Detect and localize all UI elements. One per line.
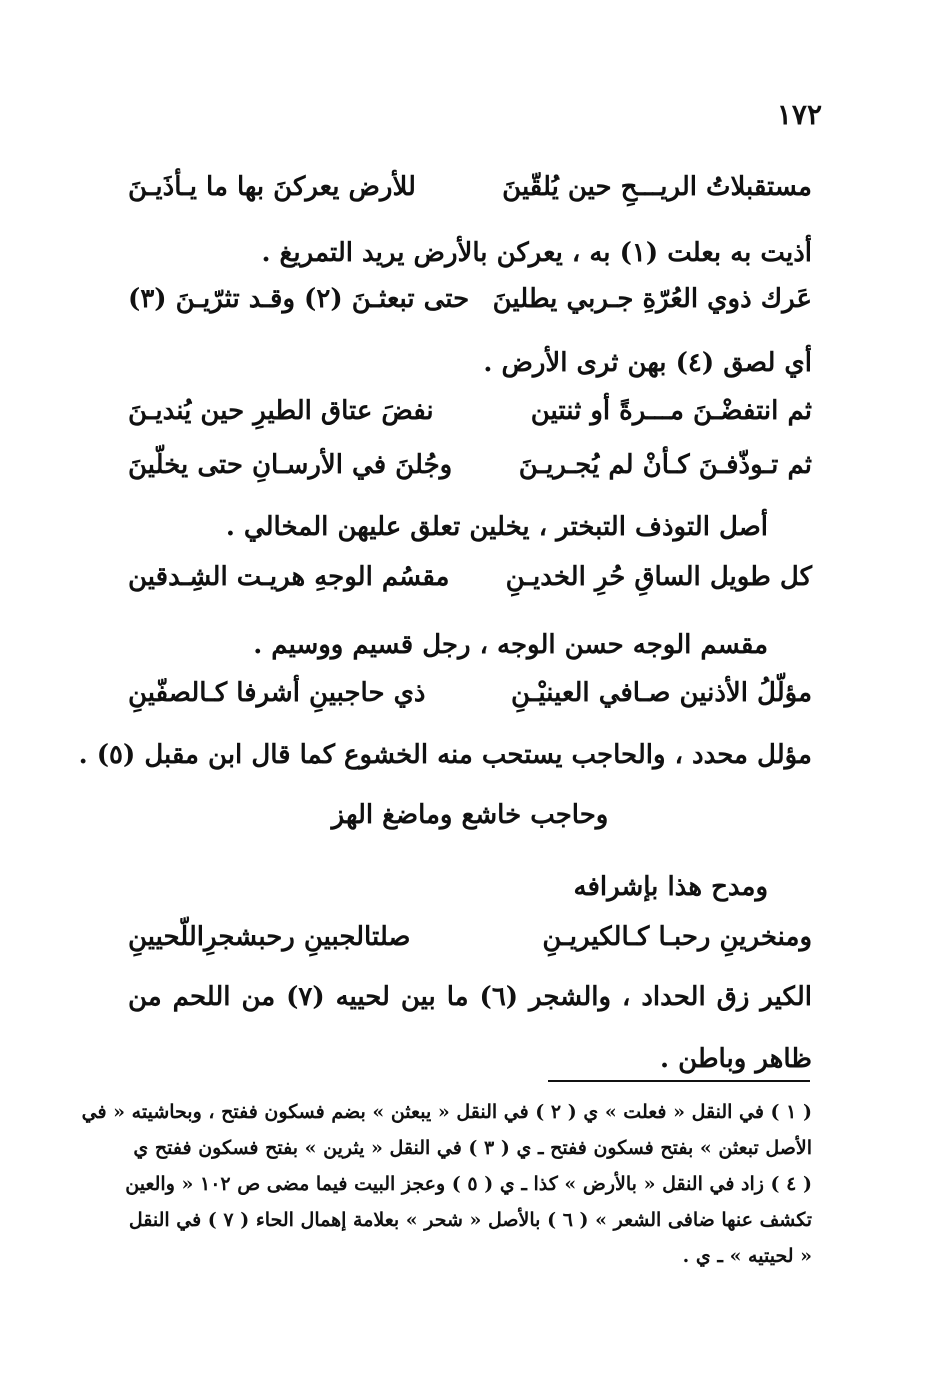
verse-first-hemistich: ومنخرينِ رحبـا كـالكيريـنِ <box>542 922 812 952</box>
commentary-line: أذيت به بعلت (١) به ، يعركن بالأرض يريد التمريغ . <box>261 238 812 268</box>
verse-second-hemistich: صلتالجبينِ رحبشجرِاللّحيينِ <box>128 922 411 952</box>
quoted-hemistich: وحاجب خاشع وماضغ الهز <box>331 800 609 830</box>
footnotes <box>81 1094 812 1274</box>
footnote-line: ( ١ ) في النقل « فعلت » ي ( ٢ ) في النقل « يبعثن » بضم فسكون ففتح ، وبحاشيته « في <box>81 1101 812 1123</box>
verse-line <box>128 562 812 602</box>
commentary-line: ومدح هذا بإشرافه <box>573 872 768 902</box>
verse-first-hemistich: عَرك ذوي العُرّةِ جـربي يطلينَ <box>492 284 812 314</box>
verse-line <box>128 678 812 718</box>
verse-second-hemistich: للأرض يعركنَ بها ما يـأذَيـنَ <box>128 172 416 202</box>
verse-line <box>128 450 812 490</box>
page-number: ١٧٢ <box>776 98 822 131</box>
verse-second-hemistich: ذي حاجبينِ أشرفا كـالصفّينِ <box>128 678 426 708</box>
commentary-paragraph: الكير زق الحداد ، والشجر (٦) ما بين لحييه (٧) من اللحم من ظاهر وباطن . <box>128 982 813 1074</box>
commentary-line: مقسم الوجه حسن الوجه ، رجل قسيم ووسيم . <box>253 630 768 660</box>
footnote-separator <box>548 1080 810 1082</box>
verse-first-hemistich: ثم انتفضْـنَ مـــرةً أو ثنتين <box>530 396 812 426</box>
verse-second-hemistich: نفضَ عتاق الطيرِ حين يُنديـنَ <box>128 396 434 426</box>
verse-line <box>128 396 812 436</box>
verse-first-hemistich: مستقبلاتُ الريـــحِ حين يُلقّينَ <box>502 172 812 202</box>
verse-first-hemistich: ثم تـوذّفـنَ كـأنْ لم يُجـريـنَ <box>518 450 812 480</box>
verse-line <box>128 172 812 212</box>
verse-second-hemistich: حتى تبعثـنَ (٢) وقـد تثرّيـنَ (٣) <box>128 284 470 314</box>
verse-first-hemistich: كل طويل الساقِ حُرِ الخديـنِ <box>505 562 812 592</box>
footnote-line: « لحيتيه » ـ ي . <box>682 1245 812 1267</box>
verse-line <box>128 922 812 962</box>
footnote-line: ( ٤ ) زاد في النقل « بالأرض » كذا ـ ي ( ٥ ) وعجز البيت فيما مضى ص ١٠٢ « والعين <box>125 1173 812 1195</box>
commentary-line: أي لصق (٤) بهن ثرى الأرض . <box>483 348 812 378</box>
footnote-line: تكشف عنها ضافى الشعر » ( ٦ ) بالأصل « شحر » بعلامة إهمال الحاء ( ٧ ) في النقل <box>128 1209 812 1231</box>
verse-second-hemistich: مقسُم الوجهِ هريـت الشِـدقين <box>128 562 450 592</box>
verse-second-hemistich: وجُلنَ في الأرسـانِ حتى يخلّينَ <box>128 450 453 480</box>
commentary-line: مؤلل محدد ، والحاجب يستحب منه الخشوع كما قال ابن مقبل (٥) . <box>78 740 812 770</box>
footnote-line: الأصل تبعثن » بفتح فسكون ففتح ـ ي ( ٣ ) في النقل « يثرين » بفتح فسكون ففتح ي <box>133 1137 812 1159</box>
verse-line <box>128 284 812 324</box>
verse-first-hemistich: مؤلّلُ الأذنين صـافي العينيْـنِ <box>511 678 812 708</box>
commentary-line: أصل التوذف التبختر ، يخلين تعلق عليهن المخالي . <box>225 512 768 542</box>
